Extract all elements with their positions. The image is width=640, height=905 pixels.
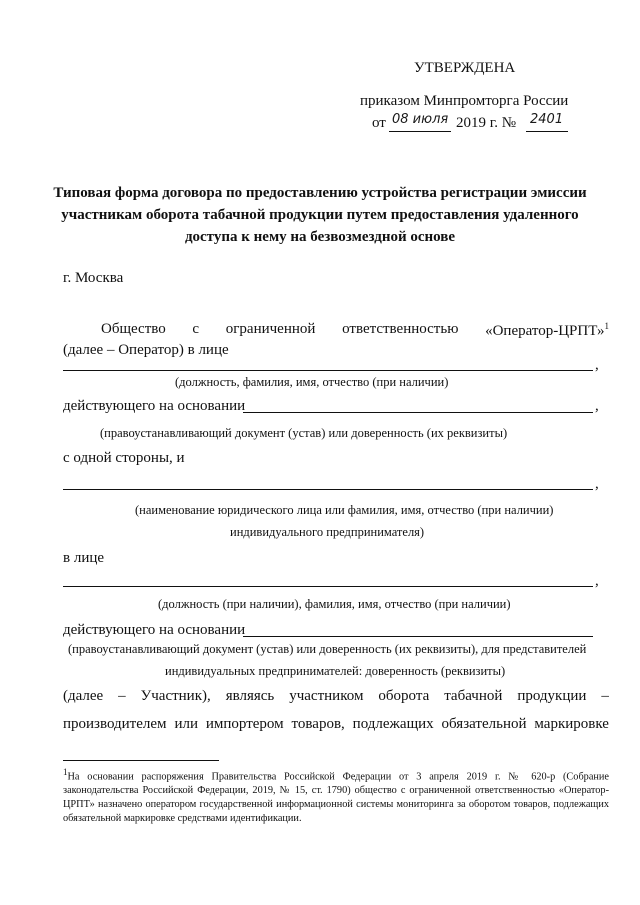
footnote-mark: 1 [63, 767, 68, 777]
handwritten-date: 08 июля [392, 112, 449, 127]
number-underline [526, 131, 568, 132]
caption-participant-2: индивидуального предпринимателя) [230, 525, 425, 539]
intro-line2: (далее – Оператор) в лице [63, 342, 229, 358]
operator-name: «Оператор-ЦРПТ»$^1$ [485, 321, 609, 339]
word: или [174, 716, 198, 732]
word: (далее [63, 688, 104, 704]
word: производителем [63, 716, 167, 732]
word: товаров, [291, 716, 345, 732]
comma: , [595, 476, 599, 492]
caption-basis: (правоустанавливающий документ (устав) или доверенность (их реквизиты) [100, 426, 508, 440]
in-person-text: в лице [63, 550, 105, 566]
intro-line [101, 321, 609, 340]
paragraph-line-2 [63, 716, 609, 733]
intro-word: с [192, 321, 200, 337]
caption-basis-2: (правоустанавливающий документ (устав) или доверенность (их реквизиты), для представителей [68, 642, 587, 656]
word: обязательной [441, 716, 527, 732]
intro-word: ограниченной [225, 321, 316, 337]
blank-line-basis [243, 412, 593, 413]
city: г. Москва [63, 270, 124, 286]
document-title: Типовая форма договора по предоставлению устройства регистрации эмиссии участникам оборота табачной продукции путем предоставления удаленного доступа к нему на безвозмездной основе [53, 185, 587, 245]
word: – [601, 688, 609, 704]
word: импортером [205, 716, 284, 732]
word: продукции [517, 688, 587, 704]
intro-word: Общество [101, 321, 166, 337]
blank-line-basis-2 [243, 636, 593, 637]
footnote [63, 765, 609, 826]
comma: , [595, 357, 599, 373]
word: оборота [378, 688, 430, 704]
paragraph-line-1 [63, 688, 609, 705]
date-underline [389, 131, 451, 132]
word: маркировке [534, 716, 609, 732]
approved-heading: УТВЕРЖДЕНА [414, 60, 516, 76]
comma: , [595, 398, 599, 414]
year-text: 2019 г. № [456, 115, 517, 131]
word: являясь [225, 688, 275, 704]
blank-line-position [63, 370, 593, 371]
comma: , [595, 573, 599, 589]
caption-position: (должность, фамилия, имя, отчество (при наличии) [175, 375, 449, 389]
handwritten-number: 2401 [530, 112, 564, 127]
caption-representative: (должность (при наличии), фамилия, имя, отчество (при наличии) [158, 597, 511, 611]
intro-word: ответственностью [342, 321, 459, 337]
word: – [118, 688, 126, 704]
date-prefix: от [372, 115, 386, 131]
blank-line-participant [63, 489, 593, 490]
word: табачной [444, 688, 503, 704]
acting-basis-label: действующего на основании [63, 398, 246, 414]
footnote-separator [63, 760, 219, 761]
word: участником [289, 688, 364, 704]
caption-basis-2b: индивидуальных предпринимателей: доверенность (реквизиты) [165, 664, 506, 678]
footnote-marker: 1 [604, 321, 609, 331]
order-line: приказом Минпромторга России [360, 93, 569, 109]
acting-basis-label-2: действующего на основании [63, 622, 246, 638]
word: подлежащих [352, 716, 434, 732]
word: Участник), [140, 688, 211, 704]
footnote-text: На основании распоряжения Правительства Российской Федерации от 3 апреля 2019 г. № 620-р (Собрание законодательства Российской Федерации, 2019, № 15, ст. 1790) общество с ограниченной ответственностью «Оператор-ЦРПТ» назначено оператором государственной информационной системы мониторинга за оборотом товаров, подлежащих обязательной маркировке средствами идентификации. [63, 771, 609, 825]
blank-line-representative [63, 586, 593, 587]
one-side-text: с одной стороны, и [63, 450, 185, 466]
caption-participant: (наименование юридического лица или фамилия, имя, отчество (при наличии) [135, 503, 554, 517]
